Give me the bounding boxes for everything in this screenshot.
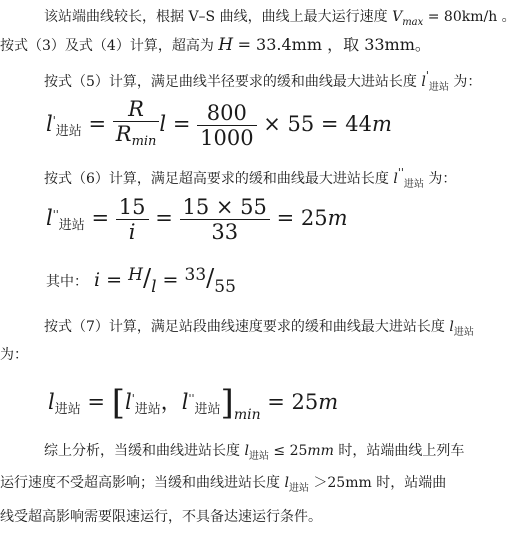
eq5-frac1-den: R [115,122,132,146]
where-slash-2: / [206,264,215,292]
section5-text [44,67,481,97]
vmax-subscript: max [402,17,424,28]
eq7-a-l: l [124,390,132,414]
where-h: H [128,265,143,285]
eq6-frac2-num: 15 × 55 [180,196,270,220]
summary-text-d: 运行速度不受超高影响；当缓和曲线进站长度 [0,475,280,491]
eq5-frac2-num: 800 [197,102,256,126]
eq6-fraction-1 [116,196,149,243]
eq7-a-prime: ' [131,392,135,405]
where-line [46,264,236,297]
eq7-b-l: l [181,390,189,414]
equation-7 [48,383,339,423]
where-slash-1: / [142,264,152,292]
section7-text [44,318,474,342]
eq6-equals-1: = [91,206,110,230]
eq5-l: l [159,112,167,136]
eq7-lhs-sub: 进站 [54,402,81,417]
eq7-tail: = 25 [267,390,319,414]
eq5-frac1-den-sub: min [131,134,157,149]
section7-sentence: 按式（7）计算，满足站段曲线速度要求的缓和曲线最大进站长度 [44,319,445,335]
eq7-min: min [233,407,261,423]
eq5-fraction-1 [113,98,160,153]
eq6-unit: m [327,206,348,230]
eq7-b-prime: '' [188,392,195,405]
where-equals-2: = [162,269,179,291]
eq7-a-sub: 进站 [134,402,161,417]
section7-tail: 为： [0,347,28,363]
eq7-comma: ， [160,390,182,414]
eq7-lhs-l: l [48,390,55,414]
section6-tail: 为： [428,171,457,187]
intro-text-a: 该站端曲线较长，根据 V–S 曲线，曲线上最大运行速度 [44,9,388,25]
eq5-lhs-l: l [46,112,53,136]
eq5-frac1-num: R [128,97,144,121]
eq6-lhs-prime: '' [52,208,59,221]
summary-text-f: 线受超高影响需要限速运行，不具备达速运行条件。 [0,509,322,525]
vmax-symbol: V [392,9,403,25]
section7-l-symbol: l [449,319,454,335]
section6-l-symbol: l [393,171,398,187]
section7-sub: 进站 [453,327,474,338]
eq6-lhs-l: l [46,206,53,230]
section5-tail: 为： [453,74,482,90]
where-numerator: 33 [184,265,207,285]
eq5-equals-1: = [88,112,107,136]
eq6-fraction-2 [180,196,270,243]
eq7-b-sub: 进站 [194,402,221,417]
intro-text-c: 按式（3）及式（4）计算，超高为 [0,38,214,54]
eq7-unit: m [318,390,339,414]
eq6-equals-2: = [155,206,173,230]
summary-line-3 [0,508,322,526]
eq6-lhs-sub: 进站 [58,218,85,233]
summary-unit: mm [307,443,334,459]
eq6-frac1-num: 15 [116,196,149,220]
eq7-left-bracket: [ [111,383,125,423]
eq7-equals-1: = [87,390,106,414]
where-i: i [94,269,101,291]
eq5-equals-2: = [172,112,191,136]
eq5-tail: × 55 = 44 [263,112,372,136]
eq5-lhs-prime: ' [52,114,56,127]
summary-line-1 [44,442,464,466]
summary-sub: 进站 [248,451,269,462]
summary-sub-2: 进站 [288,483,309,494]
summary-text-b: ≤ 25 [273,443,308,459]
eq5-frac2-den: 1000 [200,126,254,150]
section6-prime: '' [397,166,404,179]
eq6-frac2-den: 33 [211,220,239,244]
summary-text-a: 综上分析，当缓和曲线进站长度 [44,443,240,459]
summary-l: l [244,443,249,459]
section5-sentence: 按式（5）计算，满足曲线半径要求的缓和曲线最大进站长度 [44,74,417,90]
section5-sub: 进站 [428,82,449,93]
section7-tail-line [0,346,28,364]
eq5-unit: m [371,112,392,136]
where-label: 其中： [46,274,88,290]
where-denominator: 55 [214,277,236,297]
eq5-lhs-sub: 进站 [55,124,82,139]
eq7-right-bracket: ] [220,383,234,423]
equation-5 [46,98,392,153]
summary-text-e: ＞25mm 时，站端曲 [313,475,447,491]
intro-text-d: = 33.4mm ，取 33mm。 [237,35,431,54]
intro-text-b: = 80km/h 。 [427,9,516,25]
summary-l-2: l [284,475,289,491]
section6-sub: 进站 [403,179,424,190]
intro-line-1 [44,8,516,32]
section5-l-symbol: l [421,74,426,90]
eq6-frac1-den: i [128,220,136,244]
where-equals-1: = [106,269,123,291]
equation-6 [46,196,348,243]
h-symbol: H [218,35,234,55]
intro-line-2 [0,36,431,55]
section6-text [44,164,456,194]
section5-prime: ' [425,69,429,82]
summary-line-2 [0,474,446,498]
eq5-fraction-2 [197,102,256,149]
where-l: l [151,277,157,297]
summary-text-c: 时，站端曲线上列车 [338,443,465,459]
eq6-tail: = 25 [276,206,328,230]
section6-sentence: 按式（6）计算，满足超高要求的缓和曲线最大进站长度 [44,171,389,187]
